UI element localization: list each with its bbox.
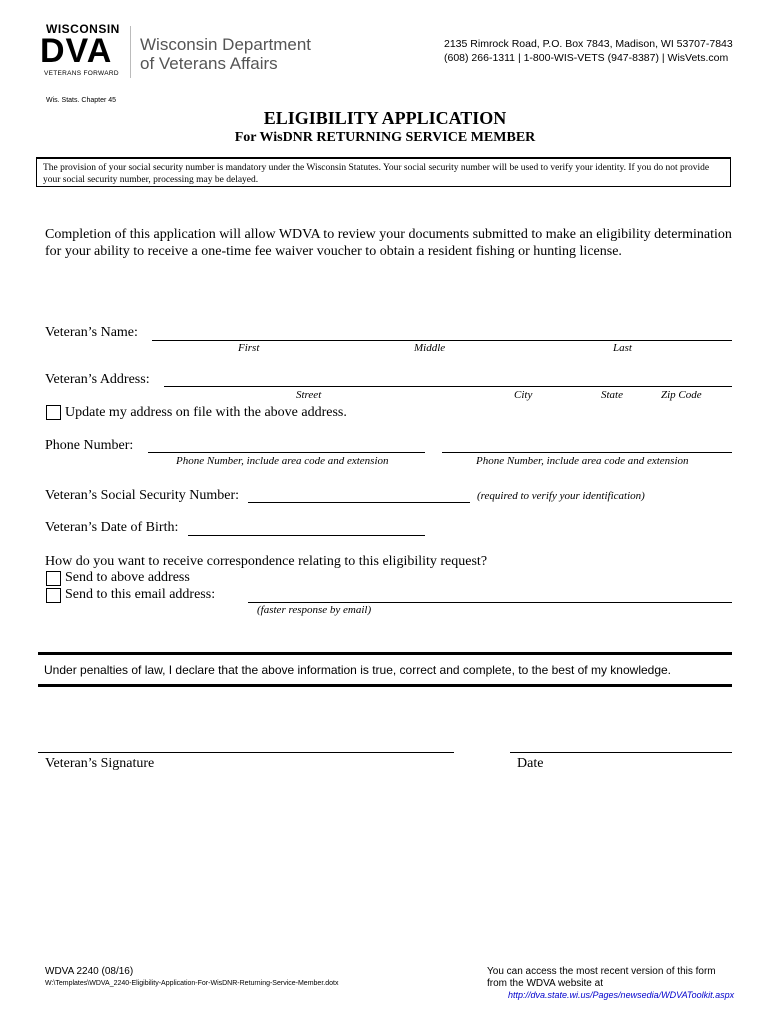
form-subtitle: For WisDNR RETURNING SERVICE MEMBER	[234, 130, 536, 145]
agency-address: 2135 Rimrock Road, P.O. Box 7843, Madison, WI 53707-7843	[444, 38, 733, 50]
dob-field[interactable]	[188, 535, 425, 536]
date-label: Date	[517, 756, 544, 771]
update-address-label: Update my address on file with the above address.	[65, 405, 347, 420]
email-hint: (faster response by email)	[257, 604, 372, 616]
signature-label: Veteran’s Signature	[45, 756, 155, 771]
form-identifier: WDVA 2240 (08/16)	[45, 966, 134, 977]
form-title: ELIGIBILITY APPLICATION	[263, 108, 507, 128]
veteran-address-field[interactable]	[164, 386, 732, 387]
ssn-label: Veteran’s Social Security Number:	[45, 488, 240, 503]
phone-number-field-2[interactable]	[442, 452, 732, 453]
ssn-notice-box	[36, 157, 731, 187]
dob-label: Veteran’s Date of Birth:	[45, 520, 179, 535]
veteran-name-field[interactable]	[152, 340, 732, 341]
dept-name-line2: of Veterans Affairs	[140, 54, 278, 73]
intro-paragraph: Completion of this application will allow WDVA to review your documents submitted to make an eligibility determination for your ability to receive a one-time fee waiver voucher to obtain a resident fishing or hunting license.	[45, 227, 732, 259]
address-zip-hint: Zip Code	[661, 389, 702, 401]
send-to-address-checkbox[interactable]	[46, 571, 61, 586]
name-middle-hint: Middle	[414, 342, 446, 354]
send-to-address-label: Send to above address	[65, 570, 190, 585]
update-address-checkbox[interactable]	[46, 405, 61, 420]
address-state-hint: State	[601, 389, 623, 401]
declaration-text: Under penalties of law, I declare that the above information is true, correct and complete, to the best of my knowledge.	[44, 663, 672, 677]
phone-hint-1: Phone Number, include area code and extension	[176, 455, 389, 467]
email-address-field[interactable]	[248, 602, 732, 603]
correspondence-question: How do you want to receive correspondence relating to this eligibility request?	[45, 554, 488, 569]
phone-number-field-1[interactable]	[148, 452, 425, 453]
logo-top-text: WISCONSIN	[46, 22, 120, 36]
send-to-email-checkbox[interactable]	[46, 588, 61, 603]
version-note-line1: You can access the most recent version of this form	[487, 966, 716, 977]
ssn-notice-text: The provision of your social security number is mandatory under the Wisconsin Statutes. Your social security number will be used to verify your identity. If you do not provide your social security number, processing may be delayed.	[43, 163, 710, 185]
declaration-top-rule	[38, 652, 732, 655]
logo-dva-text: DVA	[40, 32, 113, 70]
version-note-line2: from the WDVA website at	[487, 978, 603, 989]
dept-name-line1: Wisconsin Department	[140, 35, 312, 54]
statute-reference: Wis. Stats. Chapter 45	[46, 97, 117, 104]
send-to-email-label: Send to this email address:	[65, 587, 216, 602]
phone-hint-2: Phone Number, include area code and extension	[476, 455, 689, 467]
veteran-name-label: Veteran’s Name:	[45, 325, 138, 340]
address-city-hint: City	[514, 389, 533, 401]
name-last-hint: Last	[613, 342, 632, 354]
declaration-bottom-rule	[38, 684, 732, 687]
toolkit-link[interactable]: http://dva.state.wi.us/Pages/newsedia/WDVAToolkit.aspx	[508, 990, 735, 1000]
name-first-hint: First	[238, 342, 260, 354]
phone-number-label: Phone Number:	[45, 438, 134, 453]
logo-divider	[130, 26, 131, 78]
ssn-field[interactable]	[248, 502, 470, 503]
ssn-hint: (required to verify your identification)	[477, 490, 645, 502]
veteran-address-label: Veteran’s Address:	[45, 372, 150, 387]
logo	[38, 22, 138, 82]
address-street-hint: Street	[296, 389, 322, 401]
date-field[interactable]	[510, 752, 732, 753]
template-path: W:\Templates\WDVA_2240-Eligibility-Application-For-WisDNR-Returning-Service-Member.dotx	[45, 980, 339, 987]
logo-tagline: VETERANS FORWARD	[44, 70, 119, 77]
signature-field[interactable]	[38, 752, 454, 753]
agency-contact: (608) 266-1311 | 1-800-WIS-VETS (947-8387) | WisVets.com	[444, 52, 729, 64]
